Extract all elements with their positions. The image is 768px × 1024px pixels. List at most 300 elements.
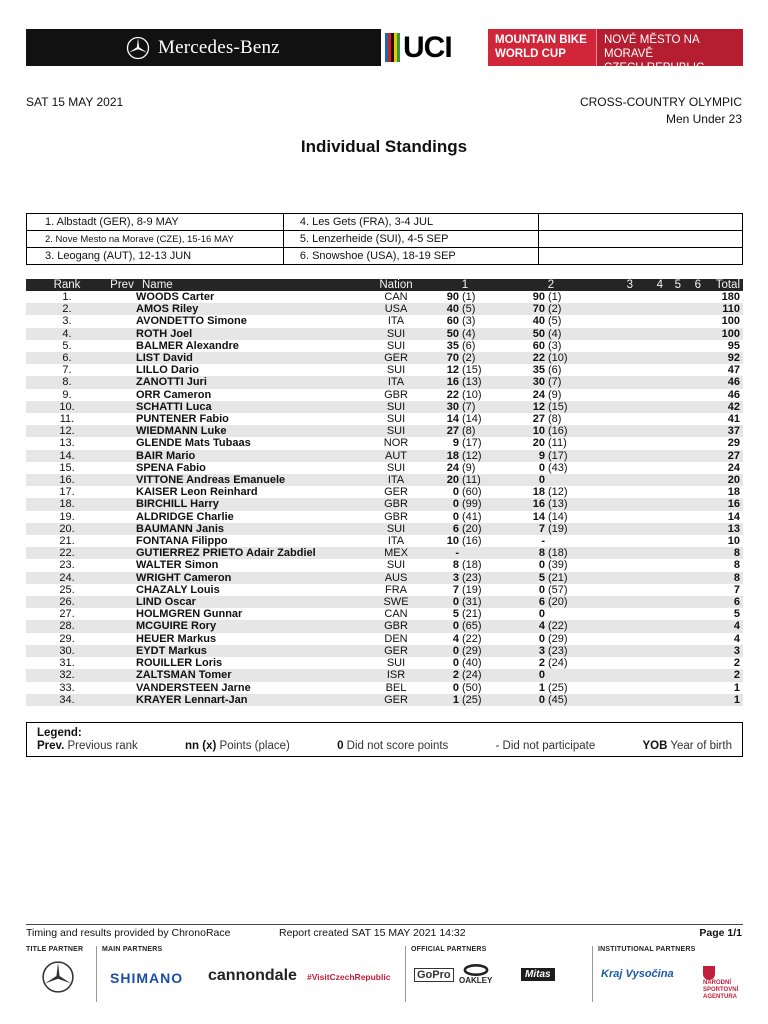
place-value: (18)	[462, 559, 482, 572]
place-value: (12)	[462, 449, 482, 462]
table-row	[26, 511, 743, 523]
points-value: 6	[538, 596, 545, 609]
empty-race-cell	[637, 584, 663, 596]
points-value: 27	[446, 425, 459, 438]
rank-cell: 10.	[26, 401, 108, 413]
rank-cell: 3.	[62, 315, 72, 328]
empty-race-cell	[681, 376, 701, 388]
table-row	[26, 547, 743, 559]
standings-header-row	[26, 279, 743, 291]
name-cell: WRIGHT Cameron	[136, 572, 371, 584]
race-cell	[538, 214, 742, 231]
points-value: 0	[538, 693, 545, 706]
empty-race-cell	[663, 401, 681, 413]
venue-title	[596, 29, 743, 74]
nation-cell: SUI	[371, 425, 421, 437]
points-value: 0	[538, 608, 545, 621]
uci-word: UCI	[403, 30, 452, 64]
place-value: (20)	[548, 596, 568, 609]
table-row	[26, 608, 743, 620]
race-points-cell	[509, 511, 593, 523]
rank-cell: 24.	[26, 572, 108, 584]
points-value: 24	[532, 388, 545, 401]
name-cell: BAUMANN Janis	[136, 523, 371, 535]
races-table	[26, 213, 743, 265]
table-row	[26, 425, 743, 437]
empty-race-cell	[663, 608, 681, 620]
table-row	[26, 474, 743, 486]
table-row	[26, 401, 743, 413]
prev-cell	[108, 401, 136, 413]
total-cell: 2	[733, 657, 740, 670]
header-banner	[26, 29, 743, 74]
legend-item: - Did not participate	[495, 740, 596, 752]
race-points-cell	[421, 523, 509, 535]
points-value: 10	[446, 535, 459, 548]
name-cell: KAISER Leon Reinhard	[136, 486, 258, 499]
empty-race-cell	[593, 315, 637, 327]
place-value: (11)	[548, 437, 567, 450]
place-value: (41)	[462, 510, 482, 523]
prev-cell	[108, 572, 136, 584]
legend	[26, 722, 743, 757]
table-row	[26, 291, 743, 303]
race-points-cell	[421, 401, 509, 413]
nation-cell: SUI	[371, 328, 421, 340]
place-value: (50)	[462, 681, 482, 694]
points-value: 2	[538, 657, 545, 670]
empty-race-cell	[663, 559, 681, 571]
prev-cell	[108, 340, 136, 352]
empty-race-cell	[663, 694, 681, 706]
prev-cell	[108, 352, 136, 364]
race-points-cell	[509, 401, 593, 413]
race-points-cell	[421, 450, 509, 462]
empty-race-cell	[663, 535, 681, 547]
place-value: (14)	[548, 510, 568, 523]
gopro-logo: GoPro	[414, 968, 454, 982]
empty-race-cell	[593, 291, 637, 303]
race-points-cell	[509, 669, 593, 681]
nation-cell: CAN	[384, 291, 408, 303]
race-points-cell	[509, 328, 593, 340]
points-value: 5	[538, 571, 545, 584]
total-cell: 18	[727, 486, 740, 499]
table-row	[26, 596, 743, 608]
total-cell: 24	[727, 461, 740, 474]
place-value: (1)	[548, 291, 562, 303]
race-points-cell	[509, 694, 593, 706]
name-cell: VANDERSTEEN Jarne	[136, 681, 251, 694]
series-line-1: MOUNTAIN BIKE	[495, 34, 587, 46]
place-value: (24)	[548, 657, 568, 670]
place-value: (9)	[548, 388, 562, 401]
col-race-4: 4	[637, 279, 663, 291]
place-value: (21)	[462, 608, 482, 621]
points-value: 5	[452, 608, 459, 621]
race-points-cell	[421, 315, 509, 327]
empty-race-cell	[663, 669, 681, 681]
empty-race-cell	[593, 559, 637, 571]
empty-race-cell	[593, 620, 637, 632]
empty-race-cell	[637, 303, 663, 315]
empty-race-cell	[681, 303, 701, 315]
prev-cell	[108, 584, 136, 596]
prev-cell	[108, 645, 136, 657]
nation-cell: FRA	[385, 583, 407, 596]
race-points-cell	[509, 315, 593, 327]
nation-cell: SUI	[386, 461, 406, 474]
race-points-cell	[509, 596, 593, 608]
points-value: 0	[452, 620, 459, 633]
rank-cell: 12.	[26, 425, 108, 437]
name-cell: GLENDE Mats Tubaas	[136, 437, 251, 450]
race-points-cell	[509, 389, 593, 401]
name-cell: ORR Cameron	[136, 388, 212, 401]
place-value: (6)	[548, 364, 562, 377]
name-cell: VITTONE Andreas Emanuele	[136, 474, 371, 486]
race-points-cell	[509, 547, 593, 559]
table-row	[26, 559, 743, 571]
empty-race-cell	[593, 584, 637, 596]
points-value: 0	[452, 498, 459, 511]
rank-cell: 33.	[59, 681, 75, 694]
table-row	[26, 620, 743, 632]
race-points-cell	[509, 486, 593, 498]
institutional-partners-group	[598, 946, 743, 1002]
mercedes-star-icon	[41, 960, 75, 994]
empty-race-cell	[663, 645, 681, 657]
nation-cell: ITA	[387, 315, 405, 328]
place-value: (23)	[548, 644, 568, 657]
rank-cell: 28.	[26, 620, 108, 632]
official-partners-label: OFFICIAL PARTNERS	[411, 946, 487, 953]
name-cell: WOODS Carter	[136, 291, 215, 303]
place-value: (19)	[462, 583, 482, 596]
prev-cell	[108, 559, 136, 571]
empty-race-cell	[681, 669, 701, 681]
empty-race-cell	[593, 498, 637, 510]
race-points-cell	[509, 303, 593, 315]
total-cell: 7	[733, 583, 740, 596]
race-points-cell	[509, 450, 593, 462]
empty-race-cell	[681, 682, 701, 694]
rank-cell: 20.	[26, 523, 108, 535]
empty-race-cell	[663, 596, 681, 608]
rank-cell: 17.	[59, 486, 75, 499]
legend-items	[37, 740, 732, 752]
points-value: 27	[532, 413, 545, 426]
place-value: (12)	[548, 486, 568, 499]
race-points-cell	[509, 352, 593, 364]
race-points-cell	[421, 376, 509, 388]
total-cell: 1	[733, 681, 740, 694]
prev-cell	[108, 682, 136, 694]
empty-race-cell	[593, 511, 637, 523]
partners-strip	[26, 946, 743, 1006]
empty-race-cell	[637, 620, 663, 632]
total-cell: 29	[727, 437, 740, 450]
legend-item: 0 Did not score points	[337, 740, 449, 752]
points-value: 60	[446, 315, 459, 328]
empty-race-cell	[637, 376, 663, 388]
name-cell: ZANOTTI Juri	[136, 376, 371, 388]
points-value: 50	[532, 327, 545, 340]
prev-cell	[108, 413, 136, 425]
name-cell: WALTER Simon	[136, 559, 219, 572]
place-value: (7)	[462, 400, 476, 413]
race-points-cell	[509, 474, 593, 486]
empty-race-cell	[663, 498, 681, 510]
cannondale-logo: cannondale	[208, 967, 297, 984]
empty-race-cell	[663, 633, 681, 645]
empty-race-cell	[681, 620, 701, 632]
venue-line-1: NOVÉ MĚSTO NA MORAVĚ	[604, 34, 700, 60]
nation-cell: GER	[371, 694, 421, 706]
empty-race-cell	[637, 608, 663, 620]
name-cell: MCGUIRE Rory	[136, 620, 371, 632]
points-value: 14	[446, 413, 459, 426]
empty-race-cell	[681, 633, 701, 645]
empty-race-cell	[663, 462, 681, 474]
place-value: (7)	[548, 376, 562, 389]
empty-race-cell	[681, 352, 701, 364]
race-points-cell	[509, 645, 593, 657]
total-cell: 37	[701, 425, 743, 437]
place-value: (45)	[548, 693, 568, 706]
empty-race-cell	[663, 425, 681, 437]
empty-race-cell	[681, 364, 701, 376]
table-row	[26, 682, 743, 694]
nation-cell: ITA	[371, 376, 421, 388]
empty-race-cell	[637, 474, 663, 486]
total-cell: 13	[701, 523, 743, 535]
nation-cell: DEN	[384, 632, 408, 645]
points-value: 7	[538, 522, 545, 535]
empty-race-cell	[637, 389, 663, 401]
rank-cell: 19.	[59, 510, 75, 523]
rank-cell: 21.	[59, 535, 75, 548]
prev-cell	[108, 633, 136, 645]
points-value: 0	[452, 681, 459, 694]
name-cell: LIST David	[136, 352, 371, 364]
races-row	[27, 248, 743, 265]
empty-race-cell	[681, 511, 701, 523]
race-points-cell	[421, 389, 509, 401]
table-row	[26, 376, 743, 388]
table-row	[26, 669, 743, 681]
place-value: (11)	[462, 474, 481, 487]
points-value: 40	[446, 303, 459, 316]
name-cell: AVONDETTO Simone	[136, 315, 247, 328]
empty-race-cell	[637, 645, 663, 657]
table-row	[26, 364, 743, 376]
table-row	[26, 340, 743, 352]
total-cell: 14	[727, 510, 740, 523]
race-points-cell	[509, 364, 593, 376]
col-name: Name	[136, 279, 371, 291]
empty-race-cell	[681, 498, 701, 510]
empty-race-cell	[681, 584, 701, 596]
prev-cell	[108, 523, 136, 535]
race-points-cell	[509, 413, 593, 425]
prev-cell	[108, 511, 136, 523]
name-cell: ROTH Joel	[136, 328, 371, 340]
points-value: 7	[452, 583, 459, 596]
place-value: (17)	[462, 437, 482, 450]
nation-cell: ISR	[371, 669, 421, 681]
empty-race-cell	[593, 450, 637, 462]
prev-cell	[108, 620, 136, 632]
total-cell: 180	[721, 291, 740, 303]
place-value: (43)	[548, 461, 568, 474]
points-value: 3	[538, 644, 545, 657]
empty-race-cell	[663, 328, 681, 340]
empty-race-cell	[681, 413, 701, 425]
race-cell	[538, 231, 742, 248]
nation-cell: AUS	[371, 572, 421, 584]
race-points-cell	[509, 523, 593, 535]
total-cell: 41	[727, 413, 740, 426]
empty-race-cell	[663, 547, 681, 559]
col-race-5: 5	[663, 279, 681, 291]
nation-cell: GER	[371, 645, 421, 657]
empty-race-cell	[681, 328, 701, 340]
empty-race-cell	[593, 425, 637, 437]
points-value: 70	[446, 352, 459, 365]
empty-race-cell	[593, 669, 637, 681]
empty-race-cell	[593, 462, 637, 474]
points-value: 0	[452, 486, 459, 499]
points-value: 4	[452, 632, 459, 645]
empty-race-cell	[663, 389, 681, 401]
empty-race-cell	[637, 401, 663, 413]
place-value: (15)	[548, 400, 568, 413]
place-value: (14)	[462, 413, 482, 426]
empty-race-cell	[593, 474, 637, 486]
total-cell: 16	[701, 498, 743, 510]
race-cell	[538, 248, 742, 265]
oakley-logo: OAKLEY	[459, 964, 492, 985]
rank-cell: 29.	[59, 632, 75, 645]
empty-race-cell	[663, 291, 681, 303]
empty-race-cell	[637, 572, 663, 584]
points-value: 8	[452, 559, 459, 572]
prev-cell	[108, 669, 136, 681]
empty-race-cell	[637, 596, 663, 608]
empty-race-cell	[593, 389, 637, 401]
empty-race-cell	[681, 523, 701, 535]
col-nation: Nation	[371, 279, 421, 291]
total-cell: 100	[701, 328, 743, 340]
place-value: (65)	[462, 620, 482, 633]
points-value: -	[455, 547, 459, 560]
place-value: (3)	[462, 315, 476, 328]
race-points-cell	[421, 474, 509, 486]
empty-race-cell	[681, 340, 701, 352]
points-value: 12	[532, 400, 545, 413]
race-points-cell	[509, 376, 593, 388]
place-value: (99)	[462, 498, 482, 511]
total-cell: 46	[727, 388, 740, 401]
nation-cell: SWE	[371, 596, 421, 608]
name-cell: PUNTENER Fabio	[136, 413, 229, 426]
place-value: (10)	[462, 388, 482, 401]
col-race-3: 3	[593, 279, 637, 291]
empty-race-cell	[681, 450, 701, 462]
table-row	[26, 437, 743, 449]
race-points-cell	[509, 535, 593, 547]
nation-cell: SUI	[386, 657, 406, 670]
points-value: 90	[532, 291, 545, 303]
points-value: 1	[452, 693, 459, 706]
place-value: (18)	[548, 547, 568, 560]
nation-cell: GER	[371, 352, 421, 364]
place-value: (1)	[462, 291, 476, 303]
prev-cell	[108, 389, 136, 401]
race-points-cell	[421, 291, 509, 303]
place-value: (21)	[548, 571, 568, 584]
points-value: 3	[452, 571, 459, 584]
empty-race-cell	[663, 437, 681, 449]
table-row	[26, 389, 743, 401]
nation-cell: NOR	[383, 437, 409, 450]
empty-race-cell	[663, 474, 681, 486]
empty-race-cell	[593, 572, 637, 584]
empty-race-cell	[663, 620, 681, 632]
nation-cell: SUI	[371, 523, 421, 535]
partner-divider	[592, 946, 593, 1002]
rank-cell: 30.	[26, 645, 108, 657]
nation-cell: BEL	[385, 681, 407, 694]
rank-cell: 32.	[26, 669, 108, 681]
rank-cell: 13.	[59, 437, 75, 450]
empty-race-cell	[637, 486, 663, 498]
name-cell: CHAZALY Louis	[136, 583, 220, 596]
rank-cell: 7.	[62, 364, 72, 377]
place-value: (16)	[548, 425, 568, 438]
col-prev: Prev	[108, 279, 136, 291]
points-value: 0	[538, 632, 545, 645]
points-value: 0	[538, 559, 545, 572]
total-cell: 95	[727, 339, 740, 352]
place-value: (60)	[462, 486, 482, 499]
race-points-cell	[421, 572, 509, 584]
rank-cell: 4.	[26, 328, 108, 340]
place-value: (2)	[462, 352, 476, 365]
nation-cell: GBR	[371, 620, 421, 632]
place-value: (13)	[462, 376, 482, 389]
nsa-logo: NÁRODNÍ SPORTOVNÍ AGENTURA	[703, 966, 743, 1001]
col-race-6: 6	[681, 279, 701, 291]
points-value: 24	[446, 461, 459, 474]
prev-cell	[108, 328, 136, 340]
points-value: 6	[452, 522, 459, 535]
prev-cell	[108, 291, 136, 303]
points-value: 0	[538, 461, 545, 474]
races-row	[27, 214, 743, 231]
name-cell: GUTIERREZ PRIETO Adair Zabdiel	[136, 547, 371, 559]
mercedes-star-icon	[126, 36, 150, 60]
prev-cell	[108, 547, 136, 559]
rank-cell: 25.	[59, 583, 75, 596]
points-value: 16	[446, 376, 459, 389]
race-points-cell	[509, 572, 593, 584]
empty-race-cell	[593, 547, 637, 559]
footer-divider	[26, 924, 743, 925]
race-points-cell	[509, 608, 593, 620]
total-cell: 4	[733, 632, 740, 645]
